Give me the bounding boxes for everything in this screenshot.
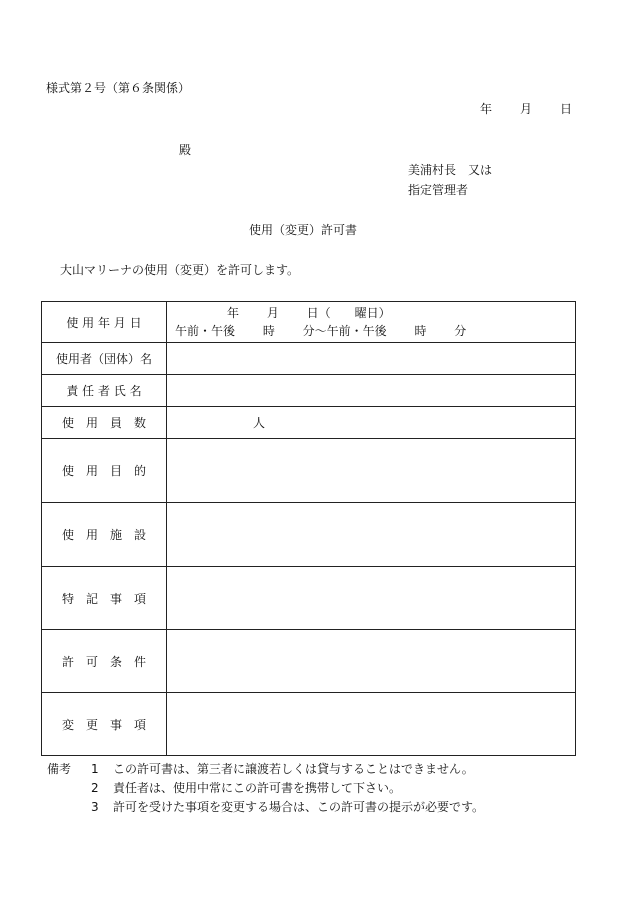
date-month: 月 bbox=[520, 102, 533, 116]
changes-field[interactable] bbox=[167, 693, 576, 756]
user-count-field[interactable] bbox=[167, 407, 576, 439]
remark-number: 3 bbox=[91, 800, 99, 814]
responsible-person-label: 責 任 者 氏 名 bbox=[42, 375, 167, 407]
facility-field[interactable] bbox=[167, 503, 576, 567]
remark-item bbox=[91, 801, 484, 813]
permission-statement: 大山マリーナの使用（変更）を許可します。 bbox=[60, 263, 300, 277]
remark-number: 2 bbox=[91, 781, 99, 795]
purpose-label: 使 用 目 的 bbox=[42, 439, 167, 503]
facility-label: 使 用 施 設 bbox=[42, 503, 167, 567]
issuer-line-2: 指定管理者 bbox=[408, 183, 469, 197]
user-group-field[interactable] bbox=[167, 343, 576, 375]
addressee-honorific: 殿 bbox=[179, 143, 192, 157]
document-title: 使用（変更）許可書 bbox=[249, 223, 358, 237]
usage-date-line-1: 年 月 日（ 曜日） bbox=[227, 306, 391, 320]
special-notes-label: 特 記 事 項 bbox=[42, 567, 167, 630]
purpose-field[interactable] bbox=[167, 439, 576, 503]
permit-form-table bbox=[41, 301, 576, 756]
user-group-label: 使用者（団体）名 bbox=[42, 343, 167, 375]
user-count-unit: 人 bbox=[253, 416, 266, 430]
usage-date-line-2: 午前・午後 時 分～午前・午後 時 分 bbox=[175, 324, 467, 338]
row-facility bbox=[42, 503, 576, 567]
conditions-label: 許 可 条 件 bbox=[42, 630, 167, 693]
row-conditions bbox=[42, 630, 576, 693]
date-day: 日 bbox=[560, 102, 573, 116]
remarks-heading: 備考 bbox=[47, 762, 72, 776]
issuer-line-1: 美浦村長 又は bbox=[408, 163, 493, 177]
special-notes-field[interactable] bbox=[167, 567, 576, 630]
conditions-field[interactable] bbox=[167, 630, 576, 693]
row-user-count bbox=[42, 407, 576, 439]
user-count-label: 使 用 員 数 bbox=[42, 407, 167, 439]
row-user-group bbox=[42, 343, 576, 375]
row-changes bbox=[42, 693, 576, 756]
remark-text: この許可書は、第三者に譲渡若しくは貸与することはできません。 bbox=[113, 762, 474, 776]
usage-date-label: 使 用 年 月 日 bbox=[42, 302, 167, 343]
responsible-person-field[interactable] bbox=[167, 375, 576, 407]
row-purpose bbox=[42, 439, 576, 503]
row-special-notes bbox=[42, 567, 576, 630]
remark-text: 責任者は、使用中常にこの許可書を携帯して下さい。 bbox=[113, 781, 402, 795]
usage-date-field[interactable] bbox=[167, 302, 576, 343]
remark-text: 許可を受けた事項を変更する場合は、この許可書の提示が必要です。 bbox=[113, 800, 485, 814]
date-year: 年 bbox=[480, 102, 493, 116]
form-number: 様式第２号（第６条関係） bbox=[46, 81, 191, 95]
changes-label: 変 更 事 項 bbox=[42, 693, 167, 756]
row-usage-date bbox=[42, 302, 576, 343]
row-responsible-person bbox=[42, 375, 576, 407]
remark-number: 1 bbox=[91, 762, 99, 776]
remark-item bbox=[91, 782, 401, 794]
remark-item bbox=[91, 763, 474, 775]
